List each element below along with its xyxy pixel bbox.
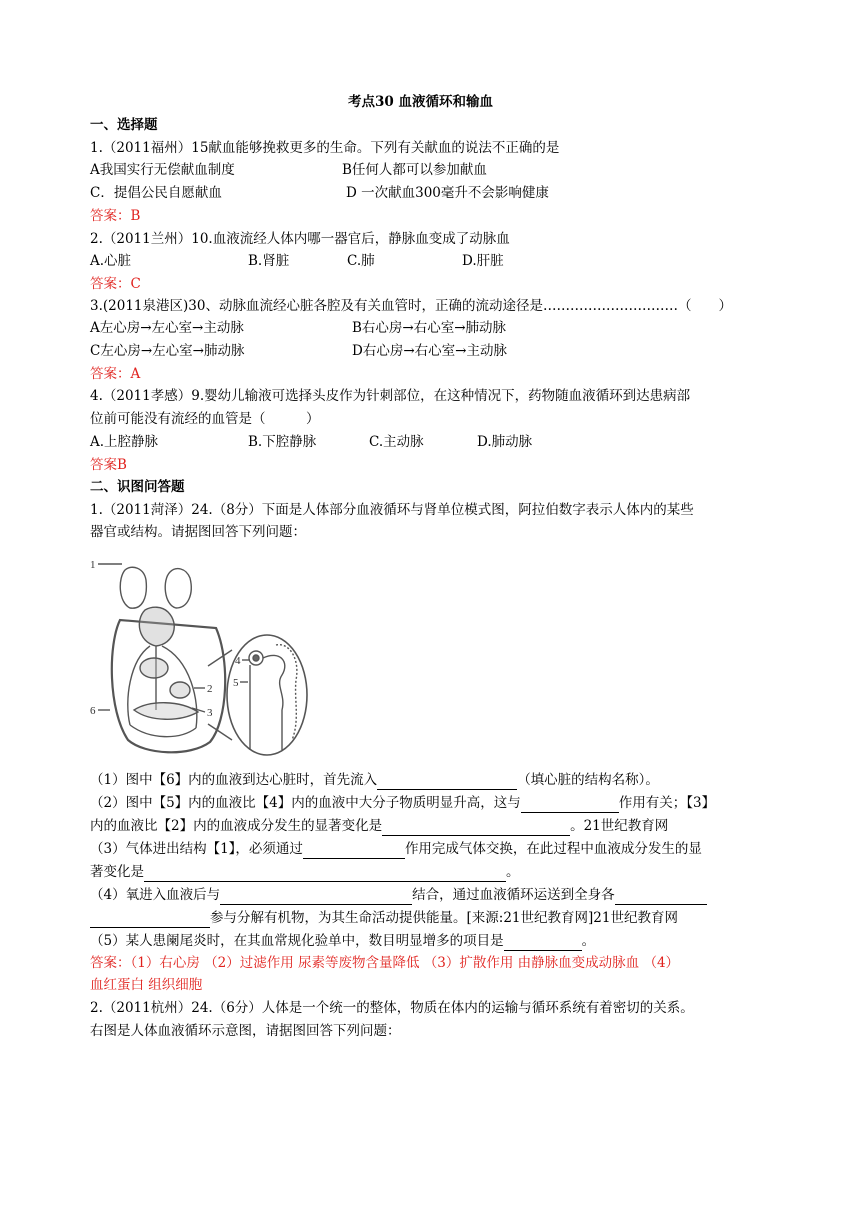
q4-stem-line1: 4.（2011孝感）9.婴幼儿输液可选择头皮作为针刺部位，在这种情况下，药物随血液循环到达患病部 <box>90 388 691 404</box>
p1-stem-line1: 1.（2011菏泽）24.（8分）下面是人体部分血液循环与肾单位模式图，阿拉伯数字表示人体内的某些 <box>90 502 694 518</box>
q1-stem: 1.（2011福州）15献血能够挽救更多的生命。下列有关献血的说法不正确的是 <box>90 140 560 156</box>
p1-answer-line2: 血红蛋白 组织细胞 <box>90 977 203 993</box>
p2-stem-line2: 右图是人体血液循环示意图，请据图回答下列问题： <box>90 1023 401 1039</box>
page-title: 考点30 血液循环和输血 <box>348 94 493 110</box>
q3-option-b: B右心房→右心室→肺动脉 <box>352 320 507 336</box>
fig-label-1: 1 <box>90 559 96 571</box>
q4-option-d: D.肺动脉 <box>477 434 533 450</box>
q4-option-c: C.主动脉 <box>369 434 424 450</box>
p1-sub1-hint: （填心脏的结构名称）。 <box>517 772 659 788</box>
q4-option-a: A.上腔静脉 <box>90 434 159 450</box>
p1-sub2-blank-b[interactable] <box>382 820 570 836</box>
p1-sub3-line1 <box>90 839 702 859</box>
p1-sub4-text-a: （4）氧进入血液后与 <box>90 887 221 903</box>
p1-stem-line2: 器官或结构。请据图回答下列问题： <box>90 524 306 540</box>
fig-label-4: 4 <box>235 655 241 667</box>
fig-label-6: 6 <box>90 705 96 717</box>
p1-sub2-text-a: （2）图中【5】内的血液比【4】内的血液中大分子物质明显升高，这与 <box>90 795 521 811</box>
p1-sub2-text-c: 内的血液比【2】内的血液成分发生的显著变化是 <box>90 818 383 834</box>
q3-answer: 答案：A <box>90 366 141 382</box>
p1-sub2-line1 <box>90 793 715 813</box>
q1-option-a: A我国实行无偿献血制度 <box>90 162 235 178</box>
q1-option-c: C．提倡公民自愿献血 <box>90 185 222 201</box>
p1-sub4-blank-b[interactable] <box>615 889 707 905</box>
q1-answer: 答案：B <box>90 208 141 224</box>
p1-sub3-blank-a[interactable] <box>303 843 405 859</box>
q3-stem: 3.(2011泉港区)30、动脉血流经心脏各腔及有关血管时，正确的流动途径是…………………………（ ） <box>90 298 732 314</box>
p1-sub4-blank-c[interactable] <box>90 912 210 928</box>
p1-sub5-end: 。 <box>581 933 596 949</box>
p2-stem-line1: 2.（2011杭州）24.（6分）人体是一个统一的整体，物质在体内的运输与循环系统有着密切的关系。 <box>90 1000 694 1016</box>
q3-option-c: C左心房→左心室→肺动脉 <box>90 343 245 359</box>
p1-sub3-blank-b[interactable] <box>144 866 506 882</box>
p1-sub1-text: （1）图中【6】内的血液到达心脏时，首先流入 <box>90 772 378 788</box>
q2-answer: 答案：C <box>90 276 141 292</box>
p1-sub5-blank[interactable] <box>504 935 582 951</box>
p1-sub4-text-c: 参与分解有机物，为其生命活动提供能量。[来源:21世纪教育网]21世纪教育网 <box>210 910 678 926</box>
circulation-kidney-diagram <box>90 550 340 760</box>
q1-option-d: D 一次献血300毫升不会影响健康 <box>346 185 549 201</box>
q2-option-b: B.肾脏 <box>248 253 290 269</box>
p1-sub2-line2 <box>90 816 668 836</box>
q2-stem: 2.（2011兰州）10.血液流经人体内哪一器官后，静脉血变成了动脉血 <box>90 231 510 247</box>
q4-stem-line2: 位前可能没有流经的血管是（ ） <box>90 411 320 427</box>
fig-label-5: 5 <box>233 677 239 689</box>
q4-option-b: B.下腔静脉 <box>248 434 317 450</box>
p1-sub4-line1 <box>90 885 707 905</box>
fig-label-2: 2 <box>207 683 213 695</box>
p1-sub3-text-d: 。 <box>506 864 520 880</box>
p1-sub4-line2 <box>90 908 678 928</box>
p1-sub3-text-a: （3）气体进出结构【1】，必须通过 <box>90 841 303 857</box>
p1-sub3-line2 <box>90 862 520 882</box>
q3-option-a: A左心房→左心室→主动脉 <box>90 320 244 336</box>
p1-sub2-text-b: 作用有关；【3】 <box>618 795 716 811</box>
p1-answer-line1: 答案：（1）右心房 （2）过滤作用 尿素等废物含量降低 （3）扩散作用 由静脉血变成动脉血 （4） <box>90 955 680 971</box>
p1-sub3-text-b: 作用完成气体交换，在此过程中血液成分发生的显 <box>404 841 702 857</box>
p1-sub4-blank-a[interactable] <box>220 889 412 905</box>
q3-option-d: D右心房→右心室→主动脉 <box>352 343 507 359</box>
p1-sub1 <box>90 770 659 790</box>
section-heading-figure: 二、识图问答题 <box>90 479 185 495</box>
p1-sub5 <box>90 931 595 951</box>
q2-option-d: D.肝脏 <box>462 253 504 269</box>
p1-sub4-text-b: 结合，通过血液循环运送到全身各 <box>412 887 615 903</box>
q2-option-a: A.心脏 <box>90 253 132 269</box>
p1-sub2-text-d: 。21世纪教育网 <box>570 818 669 834</box>
fig-label-3: 3 <box>207 707 213 719</box>
q4-answer: 答案B <box>90 457 127 473</box>
p1-sub1-blank[interactable] <box>377 774 517 790</box>
section-heading-choice: 一、选择题 <box>90 117 158 133</box>
q2-option-c: C.肺 <box>347 253 375 269</box>
p1-sub5-text: （5）某人患阑尾炎时，在其血常规化验单中，数目明显增多的项目是 <box>90 933 504 949</box>
q1-option-b: B任何人都可以参加献血 <box>342 162 487 178</box>
p1-sub3-text-c: 著变化是 <box>90 864 144 880</box>
p1-sub2-blank-a[interactable] <box>521 797 619 813</box>
